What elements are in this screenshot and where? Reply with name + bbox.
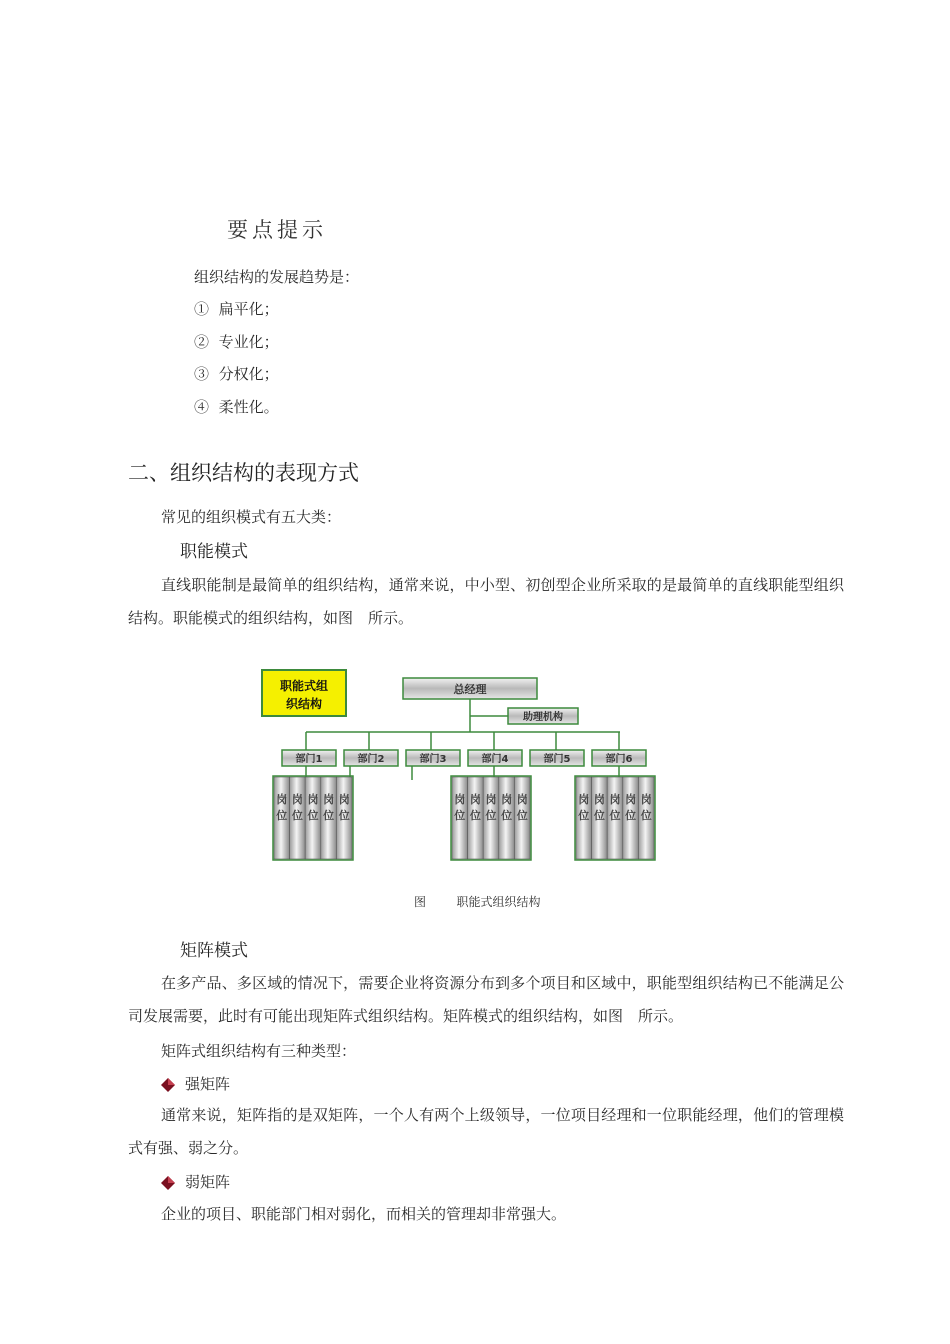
post-label: 岗 — [454, 793, 466, 806]
functional-paragraph: 直线职能制是最简单的组织结构，通常来说，中小型、初创型企业所采取的是最简单的直线职能型组织结构。职能模式的组织结构，如图 所示。 — [128, 576, 844, 627]
department-label: 部门2 — [357, 754, 385, 765]
chart-badge-line1: 职能式组 — [279, 679, 329, 693]
post-label: 岗 — [578, 793, 590, 806]
post-label: 岗 — [323, 793, 335, 806]
post-label: 位 — [276, 809, 288, 822]
post-label: 岗 — [593, 793, 605, 806]
chart-badge-line2: 织结构 — [285, 697, 323, 711]
org-chart-svg — [258, 664, 658, 866]
tips-item-1 — [194, 298, 279, 319]
post-group-3 — [575, 776, 655, 860]
department-1 — [282, 750, 336, 766]
figure-caption — [414, 893, 541, 910]
diamond-bullet-icon — [161, 1176, 173, 1188]
post-label: 位 — [578, 809, 590, 822]
department-3 — [406, 750, 460, 766]
tips-item-text: 分权化； — [218, 365, 279, 383]
post-groups — [273, 776, 655, 860]
post-label: 岗 — [640, 793, 652, 806]
post-group-2 — [451, 776, 531, 860]
department-label: 部门3 — [419, 754, 447, 765]
matrix-paragraph: 在多产品、多区域的情况下，需要企业将资源分布到多个项目和区域中，职能型组织结构已不能满足公司发展需要，此时有可能出现矩阵式组织结构。矩阵模式的组织结构，如图 所示。 — [128, 974, 844, 1025]
post-label: 位 — [593, 809, 605, 822]
tips-item-2 — [194, 331, 279, 352]
tips-item-4 — [194, 396, 279, 417]
post-label: 位 — [609, 809, 621, 822]
department-5 — [530, 750, 584, 766]
section-intro: 常见的组织模式有五大类： — [161, 508, 342, 526]
tips-item-num: ④ — [194, 398, 210, 416]
tips-item-text: 专业化； — [218, 333, 279, 351]
diamond-bullet-icon — [161, 1078, 173, 1090]
post-label: 位 — [307, 809, 319, 822]
tips-item-num: ② — [194, 333, 210, 351]
post-label: 岗 — [609, 793, 621, 806]
post-label: 位 — [291, 809, 303, 822]
post-label: 位 — [640, 809, 652, 822]
post-label: 位 — [338, 809, 350, 822]
post-label: 岗 — [338, 793, 350, 806]
post-label: 位 — [516, 809, 528, 822]
department-4 — [468, 750, 522, 766]
weak-matrix-title: 弱矩阵 — [185, 1173, 231, 1191]
tips-item-3 — [194, 363, 279, 384]
post-label: 位 — [469, 809, 481, 822]
department-2 — [344, 750, 398, 766]
post-label: 岗 — [307, 793, 319, 806]
weak-matrix-item — [161, 1171, 230, 1192]
department-label: 部门6 — [605, 754, 633, 765]
post-label: 岗 — [485, 793, 497, 806]
strong-matrix-title: 强矩阵 — [185, 1075, 231, 1093]
post-label: 位 — [501, 809, 513, 822]
department-label: 部门4 — [481, 754, 509, 765]
department-label: 部门1 — [295, 754, 323, 765]
ceo-label: 总经理 — [453, 683, 487, 696]
post-label: 位 — [485, 809, 497, 822]
matrix-types-intro: 矩阵式组织结构有三种类型： — [161, 1042, 357, 1060]
post-label: 岗 — [291, 793, 303, 806]
tips-item-text: 扁平化； — [218, 300, 279, 318]
functional-heading: 职能模式 — [180, 542, 248, 562]
post-label: 岗 — [516, 793, 528, 806]
tips-item-num: ③ — [194, 365, 210, 383]
post-label: 位 — [323, 809, 335, 822]
department-6 — [592, 750, 646, 766]
post-label: 位 — [454, 809, 466, 822]
caption-text: 职能式组织结构 — [456, 895, 541, 909]
matrix-heading: 矩阵模式 — [180, 941, 248, 961]
strong-matrix-item — [161, 1073, 230, 1094]
tips-item-num: ① — [194, 300, 210, 318]
department-label: 部门5 — [543, 754, 571, 765]
functional-org-chart — [258, 664, 658, 866]
weak-matrix-paragraph: 企业的项目、职能部门相对弱化，而相关的管理却非常强大。 — [161, 1205, 567, 1223]
post-label: 岗 — [625, 793, 637, 806]
post-group-1 — [273, 776, 353, 860]
tips-item-text: 柔性化。 — [218, 398, 279, 416]
post-label: 位 — [625, 809, 637, 822]
tips-intro: 组织结构的发展趋势是： — [194, 268, 360, 286]
post-label: 岗 — [276, 793, 288, 806]
tips-title: 要点提示 — [227, 218, 327, 242]
assistant-label: 助理机构 — [523, 712, 563, 723]
post-label: 岗 — [501, 793, 513, 806]
caption-prefix: 图 — [414, 895, 427, 909]
post-label: 岗 — [469, 793, 481, 806]
section-title: 二、组织结构的表现方式 — [128, 461, 359, 485]
strong-matrix-paragraph: 通常来说，矩阵指的是双矩阵，一个人有两个上级领导，一位项目经理和一位职能经理，他们的管理模式有强、弱之分。 — [128, 1106, 844, 1157]
